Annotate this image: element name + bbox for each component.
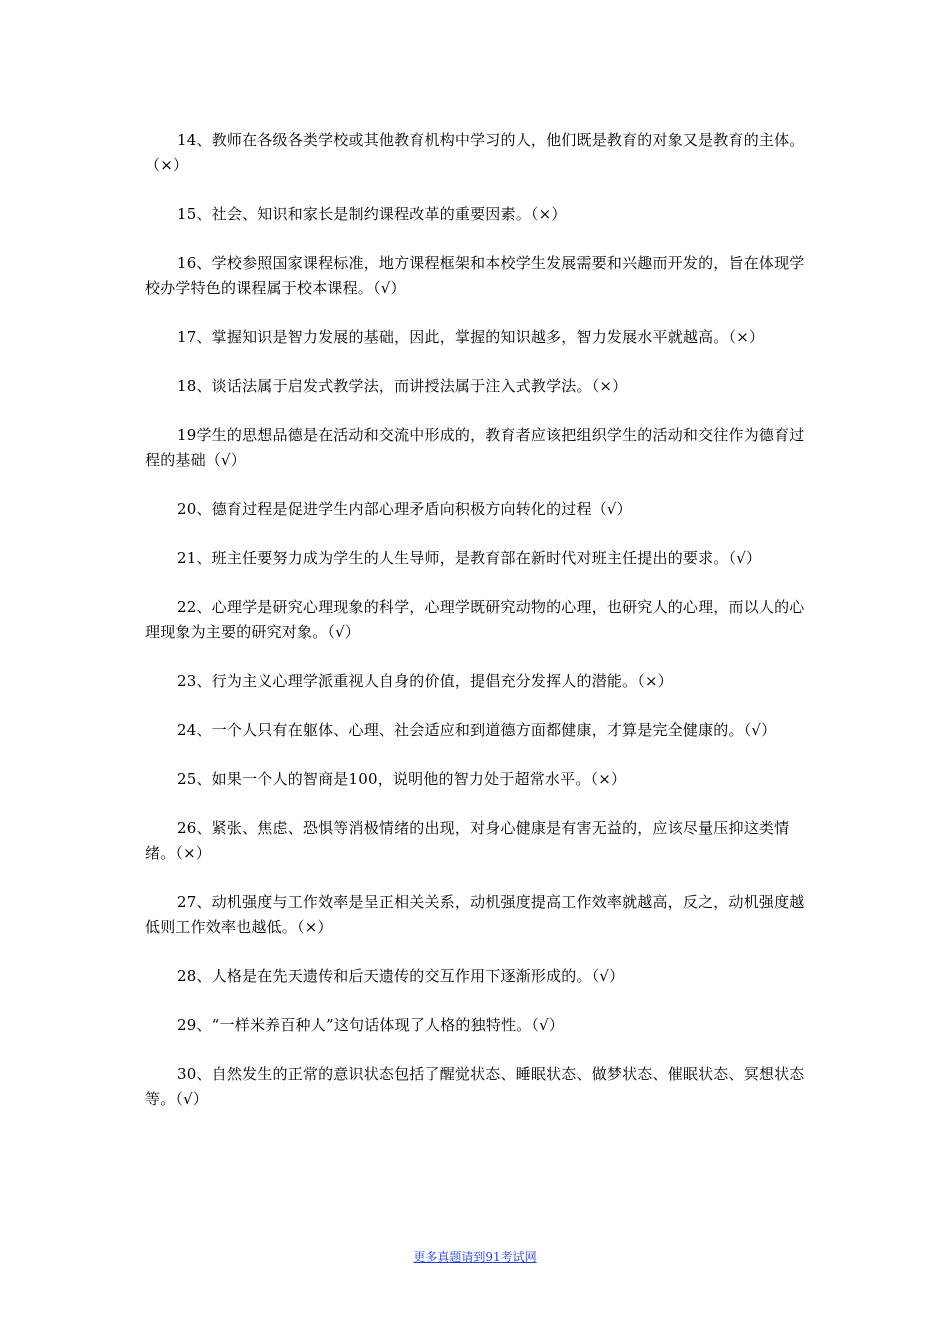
question-item: 22、心理学是研究心理现象的科学，心理学既研究动物的心理，也研究人的心理，而以人的心理现象为主要的研究对象。（√）: [145, 598, 805, 641]
question-item: 25、如果一个人的智商是100，说明他的智力处于超常水平。（×）: [177, 770, 627, 788]
question-item: 29、“一样米养百种人”这句话体现了人格的独特性。（√）: [177, 1016, 565, 1034]
question-item: 23、行为主义心理学派重视人自身的价值，提倡充分发挥人的潜能。（×）: [177, 672, 673, 690]
question-item: 19学生的思想品德是在活动和交流中形成的，教育者应该把组织学生的活动和交往作为德育过程的基础（√）: [145, 426, 805, 469]
footer-exam-site-link[interactable]: 更多真题请到91考试网: [413, 1250, 537, 1264]
question-item: 30、自然发生的正常的意识状态包括了醒觉状态、睡眠状态、做梦状态、催眠状态、冥想状态等。（√）: [145, 1065, 805, 1108]
question-item: 24、一个人只有在躯体、心理、社会适应和到道德方面都健康，才算是完全健康的。（√）: [177, 721, 777, 739]
question-item: 21、班主任要努力成为学生的人生导师，是教育部在新时代对班主任提出的要求。（√）: [177, 549, 762, 567]
question-item: 15、社会、知识和家长是制约课程改革的重要因素。（×）: [177, 205, 567, 223]
question-item: 17、掌握知识是智力发展的基础，因此，掌握的知识越多，智力发展水平就越高。（×）: [177, 328, 765, 346]
question-item: 14、教师在各级各类学校或其他教育机构中学习的人，他们既是教育的对象又是教育的主体。（×）: [145, 131, 805, 174]
question-item: 18、谈话法属于启发式教学法，而讲授法属于注入式教学法。（×）: [177, 377, 628, 395]
question-item: 28、人格是在先天遗传和后天遗传的交互作用下逐渐形成的。（√）: [177, 967, 625, 985]
question-item: 27、动机强度与工作效率是呈正相关关系，动机强度提高工作效率就越高，反之，动机强度越低则工作效率也越低。（×）: [145, 893, 805, 936]
question-item: 20、德育过程是促进学生内部心理矛盾向积极方向转化的过程（√）: [177, 500, 632, 518]
question-list: [145, 128, 805, 1136]
question-item: 16、学校参照国家课程标准，地方课程框架和本校学生发展需要和兴趣而开发的，旨在体现学校办学特色的课程属于校本课程。（√）: [145, 254, 805, 297]
question-item: 26、紧张、焦虑、恐惧等消极情绪的出现，对身心健康是有害无益的，应该尽量压抑这类情绪。（×）: [145, 819, 790, 862]
